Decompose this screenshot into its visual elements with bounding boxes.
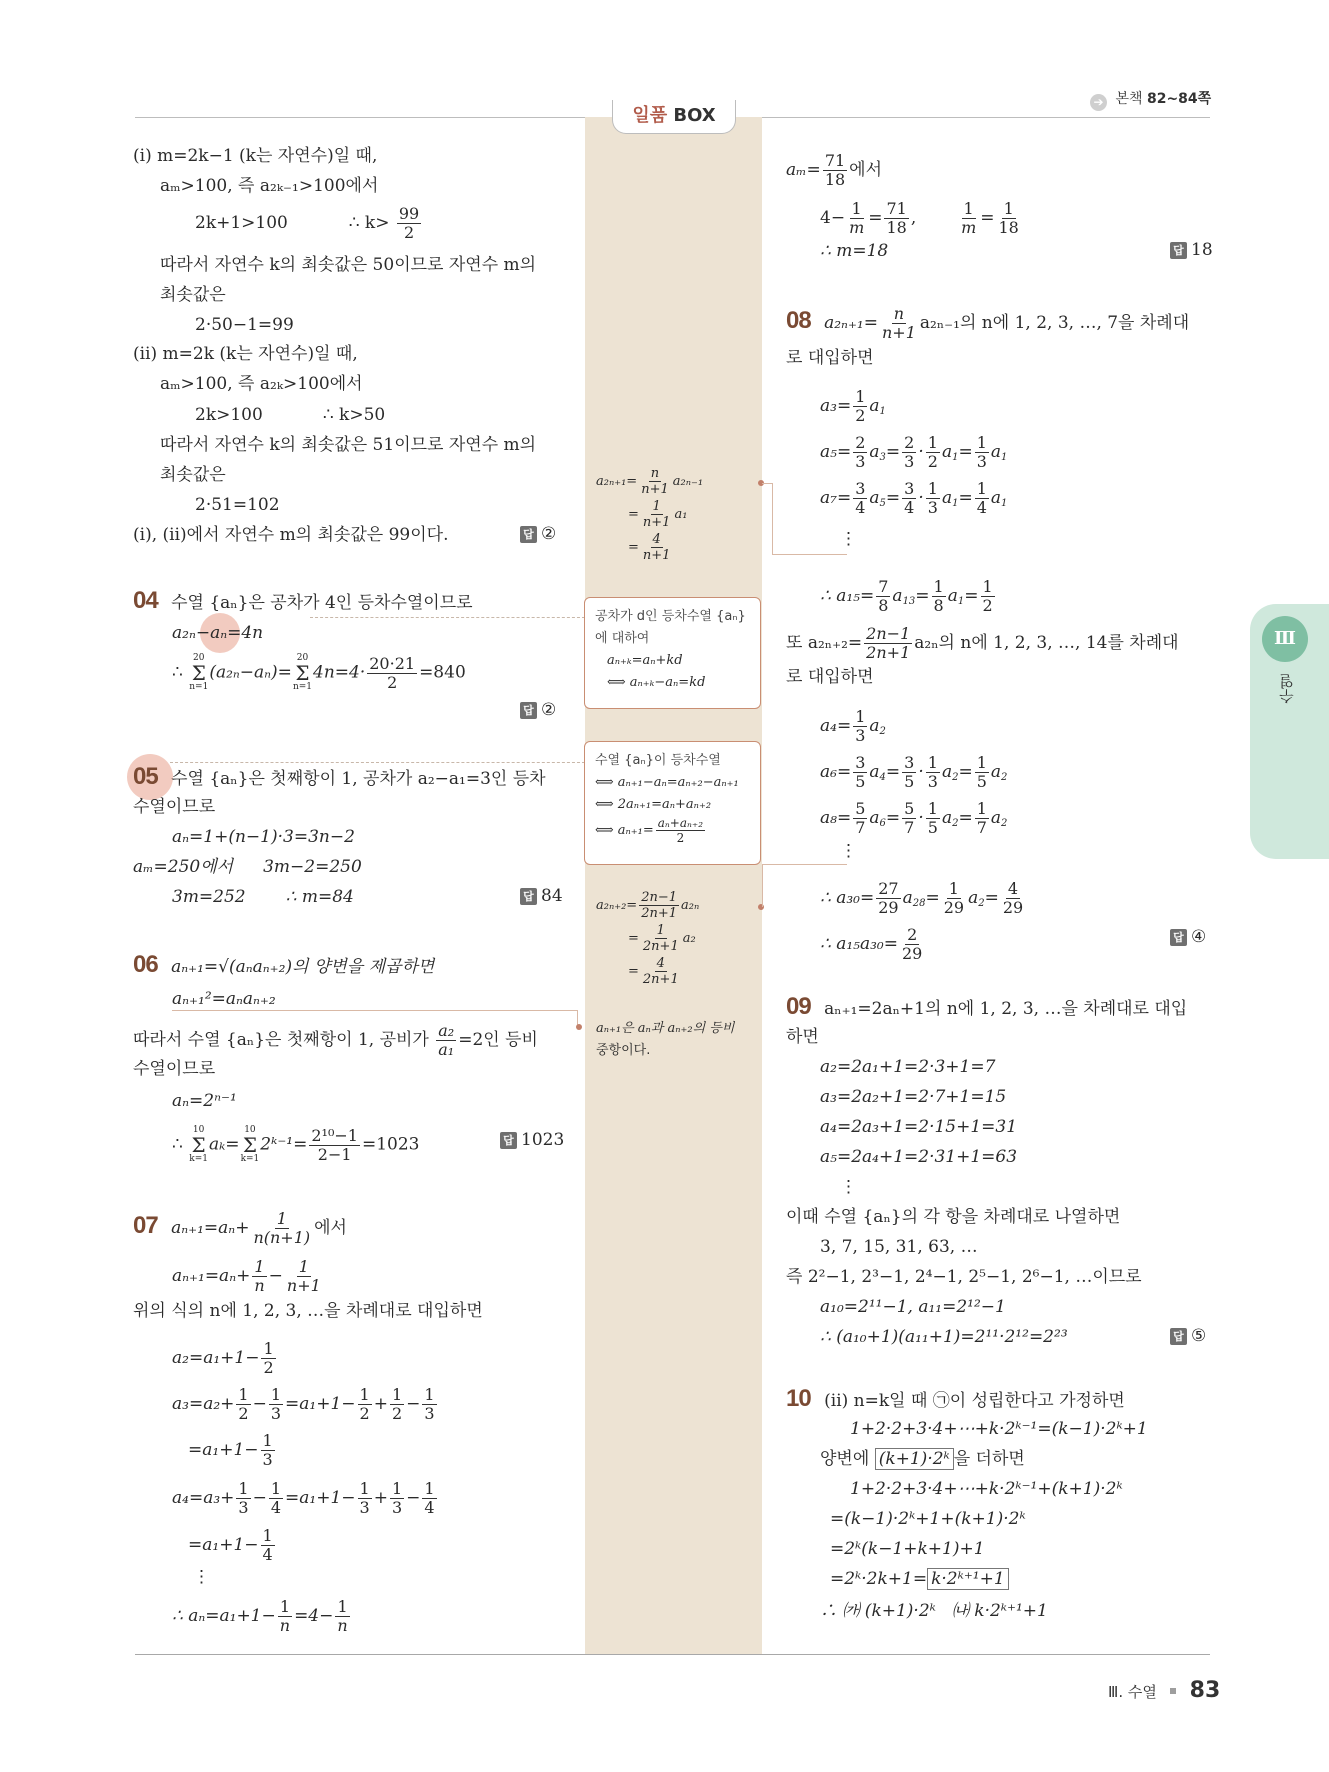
q08-final: ∴ a₁₅a₃₀= $\frac{2}{29}$ [820, 925, 923, 963]
q08-a3: a₃= $\frac{1}{2}$ $a_1$ [820, 387, 886, 425]
question-number: 07 [133, 1212, 158, 1239]
note-arithmetic-sequence: 공차가 d인 등차수열 {aₙ} 에 대하여 aₙ₊ₖ=aₙ+kd ⟺ aₙ₊ₖ−aₙ=kd [584, 597, 761, 709]
connector-line [762, 483, 772, 484]
footer [1108, 1678, 1220, 1703]
q06-text2: 수열이므로 [133, 1059, 216, 1079]
fraction: $\frac{99}{2}$ [398, 204, 420, 242]
q08-a30: ∴ a₃₀= $\frac{27}{29}$ $a_{28}=$ $\frac{1}{29}$ $a_2=$ $\frac{4}{29}$ [820, 879, 1024, 917]
sigma-icon: 20 Σ n=1 [292, 653, 313, 692]
q08-intro2: 로 대입하면 [786, 348, 874, 368]
q05-intro2: 수열이므로 [133, 797, 216, 817]
reference-pages: 82~84쪽 [1146, 91, 1212, 107]
q09-text2: 즉 2²−1, 2³−1, 2⁴−1, 2⁵−1, 2⁶−1, …이므로 [786, 1267, 1142, 1287]
q06-header: 06 aₙ₊₁=√(aₙaₙ₊₂)의 양변을 제곱하면 [133, 951, 435, 978]
page-number: 83 [1189, 1678, 1221, 1703]
q10-line3: 1+2·2+3·4+⋯+k·2ᵏ⁻¹+(k+1)·2ᵏ [850, 1479, 1123, 1499]
footer-chapter: Ⅲ. 수열 [1108, 1683, 1157, 1701]
q06-text1: 따라서 수열 {aₙ}은 첫째항이 1, 공비가 $\frac{\text{a₂}}{\text{a₁}}$ =2인 등비 [133, 1021, 538, 1059]
q06-line2: aₙ=2ⁿ⁻¹ [172, 1091, 237, 1111]
q09-line-a2: a₂=2a₁+1=2·3+1=7 [820, 1057, 996, 1077]
q03-answer: 답 ② [520, 524, 556, 544]
box-formula-2: a₂ₙ₊₂= $\frac{2n-1}{2n+1}$ a₂ₙ = $\frac{1}{2n+1}$ a₂ = $\frac{4}{2n+1}$ [596, 890, 700, 987]
q03-case2-line1: aₘ>100, 즉 a₂ₖ>100에서 [160, 374, 363, 394]
q10-header: 10 (ⅱ) n=k일 때 ㉠이 성립한다고 가정하면 [786, 1385, 1125, 1412]
q03-case2-header: (ⅱ) m=2k (k는 자연수)일 때, [133, 344, 358, 364]
q09-text1: 이때 수열 {aₙ}의 각 항을 차례대로 나열하면 [786, 1207, 1121, 1227]
q05-header: 05 수열 {aₙ}은 첫째항이 1, 공차가 a₂−a₁=3인 등차 [133, 763, 546, 790]
note-geometric-mean: aₙ₊₁은 aₙ과 aₙ₊₂의 등비 중항이다. [596, 1021, 735, 1058]
q09-vdots: ⋮ [840, 1177, 857, 1197]
q03-case1-text2: 최솟값은 [160, 285, 226, 305]
q05-guide-line [170, 762, 585, 763]
q07-a4-simplified: =a₁+1− $\frac{1}{4}$ [188, 1526, 273, 1564]
q05-line2: aₘ=250에서 3m−2=250 [133, 857, 362, 877]
q07-answer: 답 18 [1170, 240, 1213, 260]
q05-line3: 3m=252 ∴ m=84 [172, 887, 354, 907]
q09-line-a4: a₄=2a₃+1=2·15+1=31 [820, 1117, 1018, 1137]
q08-header: 08 a₂ₙ₊₁= $\frac{n}{n+1}$ a₂ₙ₋₁의 n에 1, 2, 3, …, 7을 차례대 [786, 304, 1190, 342]
q10-line7: ∴ ㈎ (k+1)·2ᵏ ㈏ k·2ᵏ⁺¹+1 [820, 1601, 1048, 1621]
q08-a4: a₄= $\frac{1}{3}$ $a_2$ [820, 707, 886, 745]
q07-a2: a₂=a₁+1− $\frac{1}{2}$ [172, 1339, 274, 1377]
q09-intro2: 하면 [786, 1027, 819, 1047]
q04-answer: 답 ② [520, 700, 556, 720]
q09-seq: 3, 7, 15, 31, 63, … [820, 1237, 978, 1257]
q10-line5: =2ᵏ(k−1+k+1)+1 [830, 1539, 985, 1559]
question-number: 04 [133, 587, 158, 614]
arrow-right-circle-icon: ➔ [1090, 94, 1107, 111]
q10-line6: =2ᵏ·2k+1= k·2ᵏ⁺¹+1 [830, 1568, 1009, 1590]
q08-a15: ∴ a₁₅= $\frac{7}{8}$ $a_{13}=$ $\frac{1}{8}$ $a_1=$ $\frac{1}{2}$ [820, 577, 993, 615]
q05-line1: aₙ=1+(n−1)·3=3n−2 [172, 827, 355, 847]
side-tab-label: 수열 [1278, 674, 1296, 704]
q08-vdots-2: ⋮ [840, 841, 857, 861]
q08-text2: 또 a₂ₙ₊₂= $\frac{2n-1}{2n+1}$ a₂ₙ의 n에 1, 2, 3, …, 14를 차례대 [786, 624, 1179, 662]
q03-conclusion: (ⅰ), (ⅱ)에서 자연수 m의 최솟값은 99이다. [133, 525, 449, 545]
q09-line-a10: a₁₀=2¹¹−1, a₁₁=2¹²−1 [820, 1297, 1006, 1317]
q08-a7: a₇= $\frac{3}{4}$ $a_5=$ $\frac{3}{4}$ · $\frac{1}{3}$ $a_1=$ $\frac{1}{4}$ $a_1$ [820, 479, 1008, 517]
question-number: 10 [786, 1385, 811, 1412]
q06-answer: 답 1023 [500, 1130, 564, 1150]
q07-cont-line3: ∴ m=18 [820, 241, 889, 261]
box-title-tab [612, 100, 736, 134]
q06-line3: ∴ 10 Σ k=1 aₖ= 10 Σ k=1 2ᵏ⁻¹= $\frac{\text{2¹⁰−1}}{2-1}$ =1023 [172, 1125, 420, 1164]
q04-line1: a₂ₙ−aₙ=4n [172, 623, 264, 643]
q07-conclusion: ∴ aₙ=a₁+1− $\frac{1}{n}$ =4− $\frac{1}{n}$ [172, 1597, 348, 1635]
q09-header: 09 aₙ₊₁=2aₙ+1의 n에 1, 2, 3, …을 차례대로 대입 [786, 993, 1188, 1020]
q07-vdots: ⋮ [193, 1567, 210, 1587]
q03-case2-text1: 따라서 자연수 k의 최솟값은 51이므로 자연수 m의 [160, 435, 537, 455]
box-title: BOX [673, 105, 716, 126]
q10-line4: =(k−1)·2ᵏ+1+(k+1)·2ᵏ [830, 1509, 1026, 1529]
question-number: 05 [133, 763, 158, 790]
q03-case1-text1: 따라서 자연수 k의 최솟값은 50이므로 자연수 m의 [160, 255, 537, 275]
q03-case1-line2: 2k+1>100 ∴ k> $\frac{99}{2}$ [195, 204, 420, 242]
box-title-colored: 일품 [632, 105, 668, 126]
reference-label: 본책 [1115, 91, 1143, 107]
q08-a5: a₅= $\frac{2}{3}$ $a_3=$ $\frac{2}{3}$ · $\frac{1}{2}$ $a_1=$ $\frac{1}{3}$ $a_1$ [820, 433, 1008, 471]
q08-a8: a₈= $\frac{5}{7}$ $a_6=$ $\frac{5}{7}$ · $\frac{1}{5}$ $a_2=$ $\frac{1}{7}$ $a_2$ [820, 799, 1008, 837]
q07-cont-line2: 4− $\frac{1}{m}$ = $\frac{71}{18}$ , $\frac{1}{m}$ = $\frac{1}{18}$ [820, 199, 1019, 237]
q10-line2: 양변에 (k+1)·2ᵏ 을 더하면 [820, 1449, 1025, 1469]
page-reference[interactable] [1090, 88, 1211, 111]
q08-vdots-1: ⋮ [840, 529, 857, 549]
q10-line1: 1+2·2+3·4+⋯+k·2ᵏ⁻¹=(k−1)·2ᵏ+1 [850, 1419, 1148, 1439]
q04-guide-line [310, 617, 585, 618]
boxed-expression: k·2ᵏ⁺¹+1 [927, 1568, 1009, 1590]
q03-case1-header: (ⅰ) m=2k−1 (k는 자연수)일 때, [133, 146, 378, 166]
q07-text1: 위의 식의 n에 1, 2, 3, …을 차례대로 대입하면 [133, 1301, 483, 1321]
q04-line2: ∴ 20 Σ n=1 (a₂ₙ−aₙ)= 20 Σ n=1 4n=4· $\frac{20\cdot 21}{2}$ =840 [172, 653, 466, 692]
side-tab[interactable] [1250, 604, 1329, 859]
question-number: 08 [786, 307, 811, 334]
q07-a3: a₃=a₂+ $\frac{1}{2}$ − $\frac{1}{3}$ =a₁+1− $\frac{1}{2}$ + $\frac{1}{2}$ − $\frac{1}{3}$ [172, 1385, 435, 1423]
q09-line-a3: a₃=2a₂+1=2·7+1=15 [820, 1087, 1007, 1107]
question-number: 09 [786, 993, 811, 1020]
question-number: 06 [133, 951, 158, 978]
footer-separator [1170, 1688, 1176, 1694]
bottom-rule [135, 1654, 1210, 1655]
answer-badge: 답 [520, 526, 537, 543]
note-arithmetic-mean: 수열 {aₙ}이 등차수열 ⟺ aₙ₊₁−aₙ=aₙ₊₂−aₙ₊₁ ⟺ 2aₙ₊₁=aₙ+aₙ₊₂ ⟺ aₙ₊₁= $\frac{\text{aₙ+aₙ₊₂}}{2}$ [584, 741, 761, 865]
q09-line-final: ∴ (a₁₀+1)(a₁₁+1)=2¹¹·2¹²=2²³ [820, 1327, 1068, 1347]
q07-cont-line1: aₘ= $\frac{71}{18}$ 에서 [786, 151, 883, 189]
q03-case1-result: 2·50−1=99 [195, 315, 294, 335]
connector-dot [576, 1024, 582, 1030]
roman-three-icon: Ⅲ [1262, 616, 1308, 662]
q03-case2-result: 2·51=102 [195, 495, 280, 515]
box-column [585, 117, 762, 1654]
box-formula-1: a₂ₙ₊₁= $\frac{n}{n+1}$ a₂ₙ₋₁ = $\frac{1}{n+1}$ a₁ = $\frac{4}{n+1}$ [596, 466, 704, 563]
q07-a4: a₄=a₃+ $\frac{1}{3}$ − $\frac{1}{4}$ =a₁+1− $\frac{1}{3}$ + $\frac{1}{3}$ − $\frac{1}{4}$ [172, 1479, 435, 1517]
q09-line-a5: a₅=2a₄+1=2·31+1=63 [820, 1147, 1018, 1167]
sigma-icon: 20 Σ n=1 [189, 653, 209, 692]
q09-answer: 답 ⑤ [1170, 1326, 1206, 1346]
q08-a6: a₆= $\frac{3}{5}$ $a_4=$ $\frac{3}{5}$ · $\frac{1}{3}$ $a_2=$ $\frac{1}{5}$ $a_2$ [820, 753, 1008, 791]
q08-text2-2: 로 대입하면 [786, 667, 874, 687]
q07-a3-simplified: =a₁+1− $\frac{1}{3}$ [188, 1431, 273, 1469]
q03-case2-line2: 2k>100 ∴ k>50 [195, 405, 386, 425]
q04-header: 04 수열 {aₙ}은 공차가 4인 등차수열이므로 [133, 587, 473, 614]
q07-line1: aₙ₊₁=aₙ+ $\frac{1}{n}$ − $\frac{1}{n+1}$ [172, 1257, 321, 1295]
q06-line1: aₙ₊₁²=aₙaₙ₊₂ [172, 989, 276, 1009]
q05-answer: 답 84 [520, 886, 563, 906]
q07-header: 07 aₙ₊₁=aₙ+ $\frac{1}{n(n+1)}$ 에서 [133, 1209, 347, 1247]
boxed-expression: (k+1)·2ᵏ [875, 1448, 954, 1470]
q08-answer: 답 ④ [1170, 927, 1206, 947]
q03-case1-line1: aₘ>100, 즉 a₂ₖ₋₁>100에서 [160, 176, 379, 196]
q03-case2-text2: 최솟값은 [160, 465, 226, 485]
